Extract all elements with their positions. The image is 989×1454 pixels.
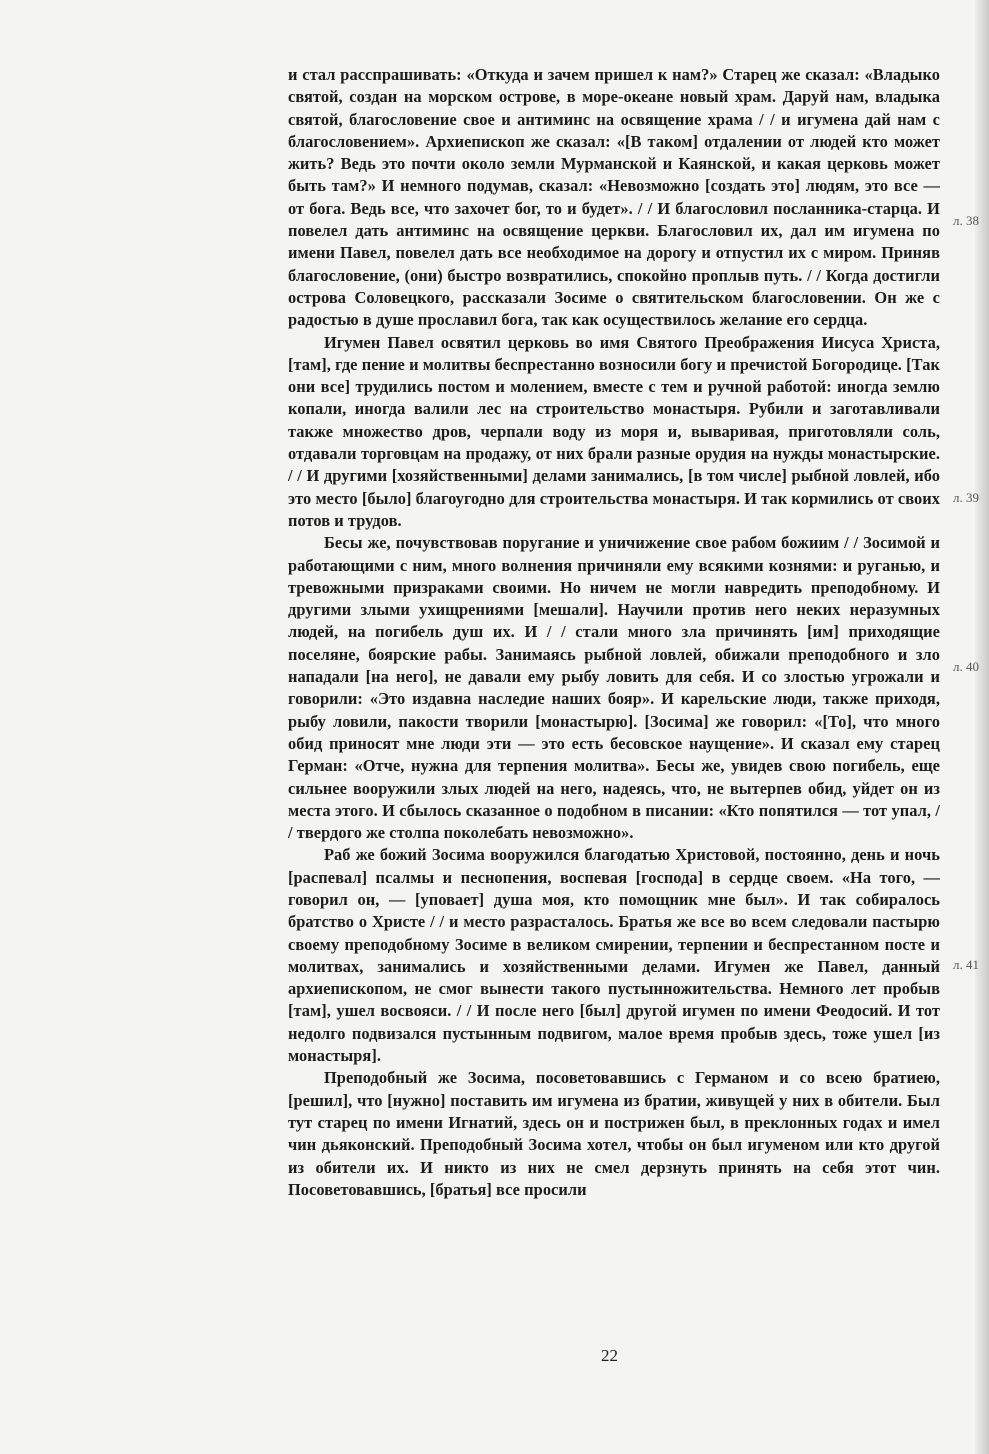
margin-note-folio-40: л. 40 <box>953 659 979 674</box>
paragraph: Игумен Павел освятил церковь во имя Святого Преображения Иисуса Христа, [там], где пение и молитвы беспрестанно возносили богу и пречистой Богородице. [Так они все] трудились постом и молением, вместе с тем и ручной работой: иногда землю копали, иногда валили лес на строительство монастыря. Рубили и заготавливали также множество дров, черпали воду из моря и, вываривая, приготовляли соль, отдавали торговцам на продажу, от них брали разные орудия на нужды монастырские. / / И другими [хозяйственными] делами занимались, [в том числе] рыбной ловлей, ибо это место [было] благоугодно для строительства монастыря. И так кормились от своих потов и трудов. <box>288 332 940 530</box>
page-number: 22 <box>601 1346 618 1365</box>
paragraph: и стал расспрашивать: «Откуда и зачем пришел к нам?» Старец же сказал: «Владыко святой, создан на морском острове, в море-океане новый храм. Даруй нам, владыка святой, благословение свое и антиминс на освящение храма / / и игумена дай нам с благословением». Архиепископ же сказал: «[В таком] отдалении от людей кто может жить? Ведь это почти около земли Мурманской и Каянской, и какая церковь может быть там?» И немного подумав, сказал: «Невозможно [создать это] людям, это все — от бога. Ведь все, что захочет бог, то и будет». / / И благословил посланника-старца. И повелел дать антиминс на освящение церкви. Благословил их, дал им игумена по имени Павел, повелел дать все необходимое на дорогу и отпустил их с миром. Приняв благословение, (они) быстро возвратились, спокойно проплыв путь. / / Когда достигли острова Соловецкого, рассказали Зосиме о святительском благословении. Он же с радостью в душе прославил бога, так как осуществилось желание его сердца. <box>288 65 940 330</box>
body-text <box>288 64 940 1201</box>
margin-note-folio-38: л. 38 <box>953 213 979 228</box>
margin-note-folio-39: л. 39 <box>953 490 979 505</box>
paragraph: Раб же божий Зосима вооружился благодатью Христовой, постоянно, день и ночь [распевал] псалмы и песнопения, воспевая [господа] в сердце своем. «На того, — говорил он, — [уповает] душа моя, кто помощник мне был». И так собиралось братство о Христе / / и место разрасталось. Братья же все во всем следовали пастырю своему преподобному Зосиме в великом смирении, терпении и беспрестанном посте и молитвах, занимались и хозяйственными делами. Игумен же Павел, данный архиепископом, не смог вынести такого пустынножительства. Немного лет пробыв [там], ушел восвояси. / / И после него [был] другой игумен по имени Феодосий. И тот недолго подвизался пустынным подвигом, малое время пробыв здесь, тоже ушел [из монастыря]. <box>288 845 940 1066</box>
paragraph: Преподобный же Зосима, посоветовавшись с Германом и со всею братиею, [решил], что [нужно] поставить им игумена из братии, живущей у них в обители. Был тут старец по имени Игнатий, здесь он и пострижен был, в преклонных годах и имел чин дьяконский. Преподобный Зосима хотел, чтобы он был игуменом или кто другой из обители их. И никто из них не смел дерзнуть принять на себя этот чин. Посоветовавшись, [братья] все просили <box>288 1068 940 1199</box>
paragraph: Бесы же, почувствовав поругание и уничижение свое рабом божиим / / Зосимой и работающими с ним, много волнения причиняли ему всякими кознями: и руганью, и тревожными призраками своими. Но ничем не могли навредить преподобному. И другими злыми ухищрениями [мешали]. Научили против него неких неразумных людей, на погибель душ их. И / / стали много зла причинять [им] приходящие поселяне, боярские рабы. Занимаясь рыбной ловлей, обижали преподобного и зло нападали [на него], не давали ему рыбу ловить для себя. И со злостью угрожали и говорили: «Это издавна наследие наших бояр». И карельские люди, также приходя, рыбу ловили, пакости творили [монастырю]. [Зосима] же говорил: «[То], что много обид приносят мне люди эти — это есть бесовское наущение». И сказал ему старец Герман: «Отче, нужна для терпения молитва». Бесы же, увидев свою погибель, еще сильнее вооружили злых людей на него, надеясь, что, не вытерпев обид, уйдет он из места этого. И сбылось сказанное о подобном в писании: «Кто попятился — тот упал, / / твердого же столпа поколебать невозможно». <box>288 533 940 843</box>
margin-note-folio-41: л. 41 <box>953 957 979 972</box>
